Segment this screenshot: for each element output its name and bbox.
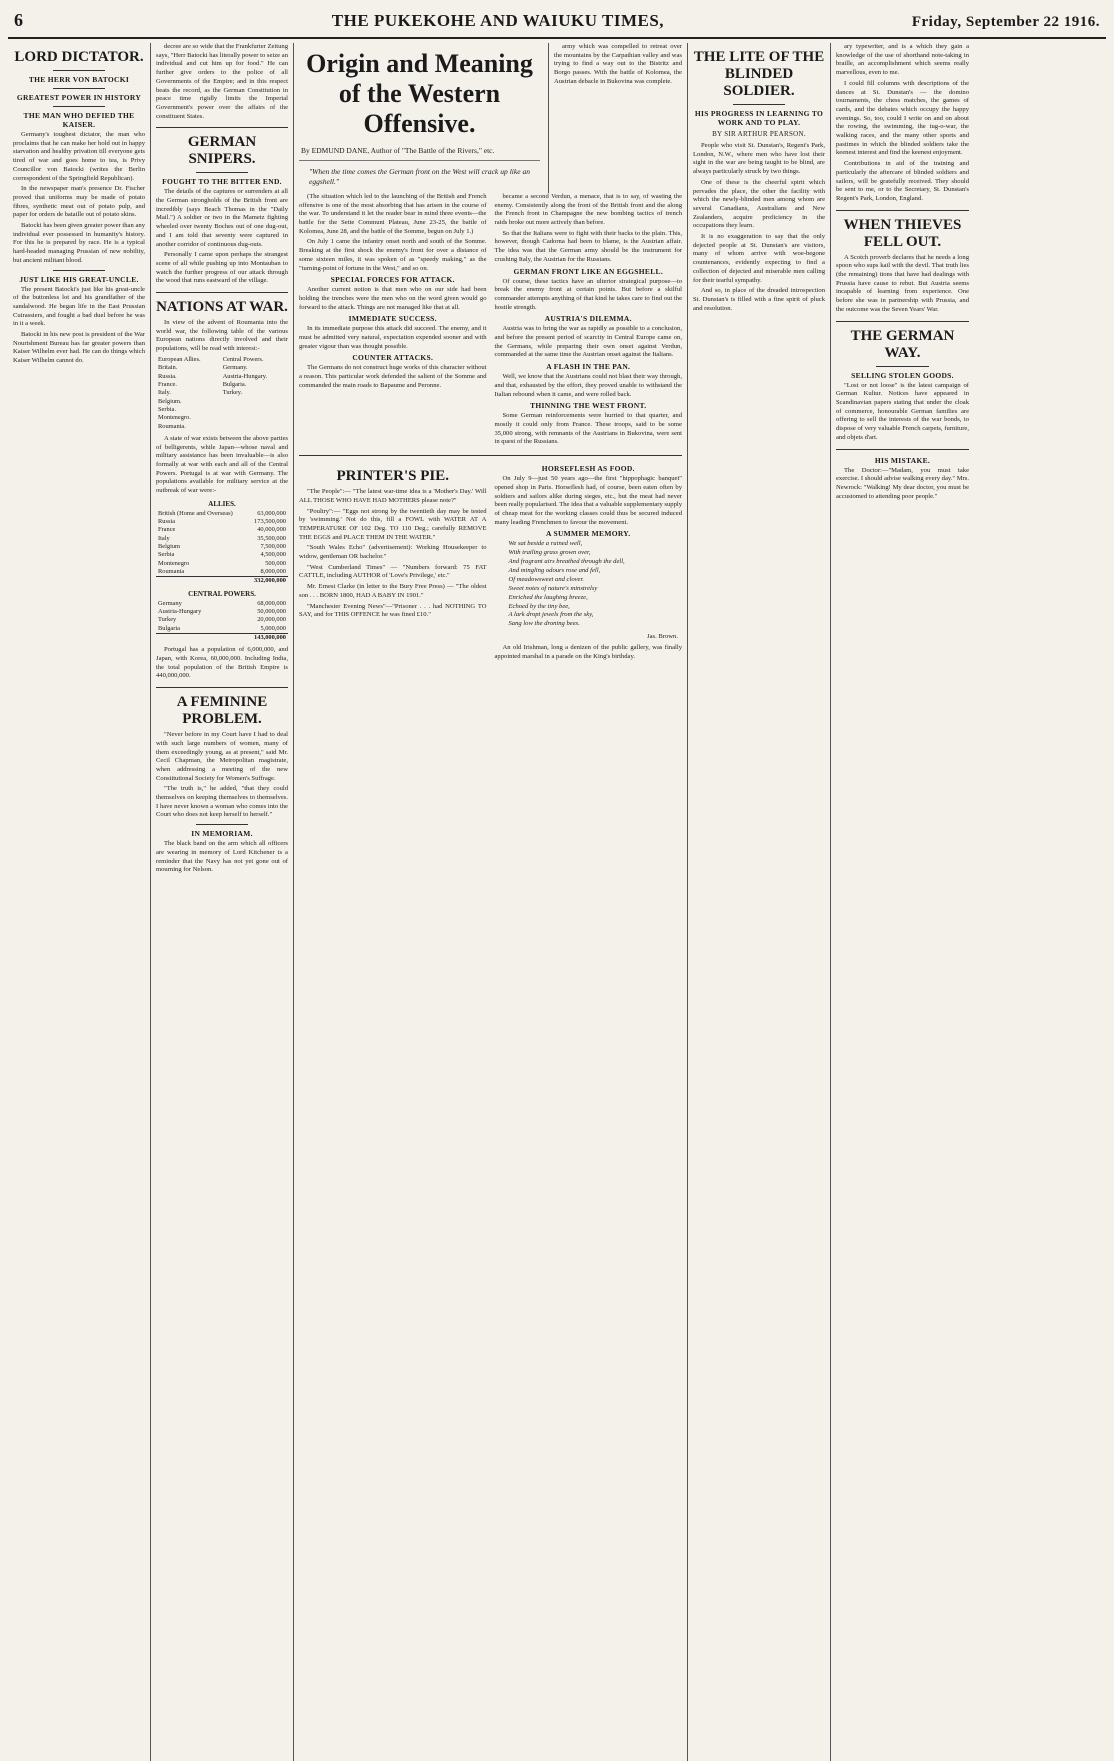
table-row bbox=[156, 551, 288, 559]
table-row bbox=[156, 600, 288, 608]
masthead bbox=[8, 6, 1106, 39]
article-paragraph: Contributions in aid of the training and particularly the aftercare of blinded soldiers and sailors, will be gratefully received. They should be sent to me, or to the Secretary, St. Dunstan's Regent's Park, London, England. bbox=[836, 160, 969, 202]
table-cell: 143,000,000 bbox=[231, 634, 288, 643]
feature-left bbox=[299, 193, 487, 449]
article-paragraph: The Doctor:—"Madam, you must take exercise. I should advise walking every day." Mrs. Newrock: "Walking! My dear doctor, you must be accustomed to attending poor people." bbox=[836, 466, 970, 500]
table-cell: Turkey. bbox=[222, 389, 243, 397]
article-paragraph: Another current notion is that men who on our side had been holding the trenches were the men who on the word given would go forward to the attack. Things are not managed like that at all. bbox=[299, 286, 487, 311]
poem-line: And mingling odours rose and fell, bbox=[508, 566, 601, 574]
article-paragraph: "Never before in my Court have I had to deal with such large numbers of women, many of them exceedingly young, as at present," said Mr. Cecil Chapman, the Metropolitan magistrate, when addressing a meeting of the new Constitutional Society for Women's Suffrage. bbox=[156, 731, 288, 782]
article-paragraph: Germany's toughest dictator, the man who proclaims that he can make her hold out in happy starvation and healthy privation till everyone gets tired of war and goes home to tea, is Privy Councillor von Batocki (writes the Berlin correspondent of the Springfield Republican). bbox=[13, 131, 145, 182]
article-paragraph: Austria was to bring the war as rapidly as possible to a conclusion, and before the present period of scarcity in Central Europe came on, the Germans, while preparing their own onset against Verdun, commanded at the same time the Austrian onset against the Italians. bbox=[494, 325, 682, 359]
table-row bbox=[156, 560, 288, 568]
article-paragraph: (The situation which led to the launching of the British and French offensive is one of the most absorbing that has arisen in the course of the war. To understand it let the reader bear in mind three events—the battle for the Sette Communi Plateau, June 23-25, the battle of Kolomea, June 28, and the battle of the Somme, begun on July 1.) bbox=[299, 192, 487, 235]
blinded-soldier-subhead: HIS PROGRESS IN LEARNING TO WORK AND TO PLAY. bbox=[694, 109, 824, 127]
poem bbox=[509, 540, 683, 629]
eggshell-subhead: GERMAN FRONT LIKE AN EGGSHELL. bbox=[513, 266, 663, 276]
article-paragraph: And so, in place of the dreaded introspection St. Dunstan's is filled with a fine spirit of pluck and resolution. bbox=[693, 287, 825, 312]
table-total-row bbox=[156, 577, 288, 586]
feature-heading-block bbox=[299, 43, 540, 193]
poem-line: We sat beside a ruined well, bbox=[508, 540, 583, 548]
table-cell: 173,500,000 bbox=[254, 518, 286, 526]
article-paragraph: "Lost or not loose" is the latest campaign of German Kultur. Notices have appeared in Scandinavian papers stating that under the cloak of commerce, honourable German families are offering to sell the interests of the war bonds, to dispose of very valuable French carpets, furniture, and objets d'art. bbox=[836, 381, 969, 441]
table-cell: Russia. bbox=[158, 372, 177, 380]
article-paragraph: People who visit St. Dunstan's, Regent's Park, London, N.W., where men who have lost their sight in the war are being taught to be blind, are always particularly struck by two things. bbox=[693, 142, 825, 176]
table-row bbox=[156, 526, 288, 534]
origin-meaning-headline: Origin and Meaning of the Western Offensive. bbox=[306, 49, 533, 138]
poem-line: Of meadowsweet and clover. bbox=[508, 575, 584, 583]
feminine-problem-headline: A FEMININE PROBLEM. bbox=[176, 694, 268, 728]
table-cell: France. bbox=[158, 380, 177, 388]
table-cell: 500,000 bbox=[265, 559, 286, 567]
printers-pie-block bbox=[299, 462, 487, 664]
divider bbox=[876, 366, 929, 367]
central-population-table bbox=[156, 600, 288, 643]
table-header: Central Powers. bbox=[222, 355, 264, 363]
article-paragraph: A Scotch proverb declares that he needs a long spoon who sups kail with the devil. That truth lies (the remaining) tions that have had dealings with Prussia have cause to rebut. But Austria seems incapable of learning from experience. One before she was in partnership with Prussia, and the outcome was the Seven Years' War. bbox=[836, 253, 969, 313]
column-6 bbox=[831, 43, 974, 1761]
table-cell: Serbia. bbox=[158, 405, 176, 413]
divider bbox=[53, 88, 106, 89]
article-paragraph: decree are so wide that the Frankfurter Zeitung says, "Herr Batocki has literally power to seize an individual and cut him up for food." He can further give orders to the police of all Governments of the Empire; and in this respect beats the record, as the German Constitution in peace time rigidly limits the Imperial Government's power over the affairs of the constituent States. bbox=[156, 43, 288, 120]
austria-dilemma-subhead: AUSTRIA'S DILEMMA. bbox=[544, 314, 632, 324]
thinning-west-front-subhead: THINNING THE WEST FRONT. bbox=[530, 401, 647, 411]
divider bbox=[53, 70, 106, 71]
table-cell: Germany bbox=[158, 599, 182, 607]
table-cell: 20,000,000 bbox=[257, 616, 286, 624]
table-row bbox=[156, 608, 288, 616]
article-paragraph: An old Irishman, long a denizen of the public gallery, was finally appointed marshal in a parade on the King's birthday. bbox=[494, 644, 682, 660]
article-paragraph: A state of war exists between the above parties of belligerents, while Japan—whose naval and military assistance has been invaluable—is also formally at war with each and all of the Central Powers. Portugal is at war with Germany. The populations available for military service at the outbreak of war were:- bbox=[156, 434, 288, 495]
article-paragraph: army which was compelled to retreat over the mountains by the Carpathian valley and was trying to find a way out to the Bistritz and Borgo passes. With the battle of Kolomea, the Austrian debacle in Bukovina was complete. bbox=[554, 43, 682, 85]
divider bbox=[733, 104, 786, 105]
table-cell: Belgium bbox=[158, 543, 181, 551]
column-1 bbox=[8, 43, 151, 1761]
german-snipers-subhead: FOUGHT TO THE BITTER END. bbox=[162, 177, 282, 187]
table-cell: Austria-Hungary. bbox=[222, 372, 268, 380]
divider bbox=[196, 172, 249, 173]
table-cell: Austria-Hungary bbox=[158, 608, 202, 616]
article-paragraph: Personally I came upon perhaps the strangest scene of all while pushing up into Montauban to watch the further progress of our attack through the wood that runs eastward of the village. bbox=[156, 251, 288, 285]
table-row bbox=[156, 568, 288, 577]
article-paragraph: I could fill columns with descriptions of the dances at St. Dunstan's — the domino tournaments, the chess matches, the games of cards, and the debates which occupy the happy evenings. So, too, could I write on and on about the rowing, the swimming, the tug-o-war, the walking races, and the many other sports and pastimes in which the blinded soldiers take the keenest interest and find the keenest enjoyment. bbox=[836, 79, 969, 157]
columns bbox=[8, 43, 1106, 1761]
article-paragraph: One of these is the cheerful spirit which pervades the place, the other the facility with which the newly-blinded men among whom are several Canadians, Australians and New Zealanders, acquire proficiency in the occupations they learn. bbox=[693, 178, 825, 230]
blinded-soldier-headline: THE LITE OF THE BLINDED SOLDIER. bbox=[693, 49, 825, 99]
article-paragraph: In the newspaper man's presence Dr. Fischer proved that uniforms may be made of potato fibres, synthetic meat out of potato pulp, and paper for orders de bataille out of potato skins. bbox=[13, 185, 145, 219]
divider bbox=[156, 687, 288, 688]
article-paragraph: The details of the captures or surrenders at all the German strongholds of the British front are incredibly (says Beach Thomas in the "Daily Mail.") A soldier or two in the Mametz fighting wheeled over twenty Boches out of one dug-out, and I am told that seventy were captured in another corridor of continuous dug-outs. bbox=[156, 188, 288, 248]
summer-memory-headline: A SUMMER MEMORY. bbox=[546, 529, 631, 539]
poem-line: Sweet notes of nature's minstrelsy bbox=[508, 584, 598, 592]
table-row bbox=[156, 535, 288, 543]
table-cell: Britain. bbox=[158, 364, 178, 372]
his-mistake-headline: HIS MISTAKE. bbox=[874, 455, 931, 465]
divider bbox=[836, 210, 969, 211]
column-2 bbox=[151, 43, 294, 1761]
divider bbox=[836, 449, 969, 450]
article-paragraph: It is no exaggeration to say that the only dejected people at St. Dunstan's are visitors, many of whom arrive with woe-begone countenances, evidently expecting to find a collection of dejected and miserable men calling for their tearful sympathy. bbox=[693, 233, 825, 284]
article-paragraph: ary typewriter, and is a which they gain a knowledge of the use of shorthand note-taking in braille, an accomplishment which seems really marvellous, even to me. bbox=[836, 43, 969, 77]
lord-dictator-headline: LORD DICTATOR. bbox=[14, 49, 144, 65]
table-cell: Roumania bbox=[158, 568, 185, 576]
feature-bottom bbox=[299, 462, 682, 664]
horseflesh-headline: HORSEFLESH AS FOOD. bbox=[541, 464, 635, 474]
lord-dictator-subhead-3: THE MAN WHO DEFIED THE KAISER. bbox=[23, 111, 135, 129]
central-powers-label: CENTRAL POWERS. bbox=[188, 589, 256, 598]
table-cell: 68,000,000 bbox=[257, 599, 286, 607]
table-cell: 35,500,000 bbox=[257, 534, 286, 542]
table-row bbox=[156, 616, 288, 624]
table-cell: Italy. bbox=[158, 389, 171, 397]
article-paragraph: In view of the advent of Roumania into the world war, the following table of the various European nations directly involved and their populations, will be read with interest:- bbox=[156, 319, 288, 353]
thieves-fell-out-headline: WHEN THIEVES FELL OUT. bbox=[843, 216, 962, 250]
article-paragraph: Well, we know that the Austrians could not blast their way through, and that, exhausted by the effort, they proved unable to withstand the Italian rebound when it came, and were rolled back. bbox=[494, 373, 682, 398]
origin-meaning-byline: By EDMUND DANE, Author of "The Battle of the Rivers," etc. bbox=[299, 143, 540, 161]
table-cell: Belgium. bbox=[158, 397, 182, 405]
table-cell: 332,000,000 bbox=[247, 577, 288, 586]
article-paragraph: So that the Italians were to fight with their backs to the plain. This, however, though Cadorna had been to blame, is the Austrian affair. The idea was that the German army should be the instrument for crushing Italy, the Austrian for the Russians. bbox=[494, 229, 682, 263]
article-paragraph: The Germans do not construct huge works of this character without a reason. This particular work defended the salient of the Somme and commanded the main roads to Bapaume and Peronne. bbox=[299, 364, 487, 389]
poem-line: Enriched the laughing breeze, bbox=[508, 593, 588, 601]
divider bbox=[196, 824, 249, 825]
table-cell: Italy bbox=[158, 534, 170, 542]
poem-line: Sang low the droning bees. bbox=[508, 620, 580, 628]
column-5 bbox=[688, 43, 831, 1761]
divider bbox=[156, 127, 288, 128]
table-row bbox=[156, 625, 288, 634]
lord-dictator-subhead-1: THE HERR VON BATOCKI bbox=[28, 75, 130, 84]
belligerents-table bbox=[156, 356, 288, 431]
blinded-soldier-byline: BY SIR ARTHUR PEARSON. bbox=[712, 130, 806, 138]
nations-at-war-headline: NATIONS AT WAR. bbox=[156, 299, 288, 316]
flash-in-pan-subhead: A FLASH IN THE PAN. bbox=[546, 362, 631, 372]
special-forces-subhead: SPECIAL FORCES FOR ATTACK. bbox=[330, 275, 455, 285]
memoriam-headline: IN MEMORIAM. bbox=[191, 829, 253, 839]
pie-item: "South Wales Echo" (advertisement): Working Housekeeper to widow, gentleman OR bachelor." bbox=[299, 544, 487, 561]
table-cell: Bulgaria bbox=[158, 624, 181, 632]
printers-pie-headline: PRINTER'S PIE. bbox=[336, 468, 450, 485]
allies-population-table bbox=[156, 510, 288, 586]
table-cell: Germany. bbox=[222, 364, 248, 372]
table-cell: British (Home and Overseas) bbox=[158, 509, 233, 517]
pie-item: Mr. Ernest Clarke (in letter to the Bury Free Press) — "The oldest son . . . BORN 1800, HAD A BABY IN 1901." bbox=[299, 583, 487, 599]
german-way-headline: THE GERMAN WAY. bbox=[850, 327, 955, 361]
pie-item: "Manchester Evening News"—"Prisoner . . . had NOTHING TO SAY, and for THIS OFFENCE he was fined £10." bbox=[299, 602, 487, 619]
allies-label: ALLIES. bbox=[208, 499, 236, 508]
table-cell: Montenegro bbox=[158, 559, 190, 567]
article-paragraph: The present Batocki's just like his great-uncle of the buttonless lot and his grandfather of the sandalwood. He began life in the East Prussian Cuirassiers, and fought a bad duel before he was in it a week. bbox=[13, 285, 145, 328]
divider bbox=[836, 321, 969, 322]
table-cell: Serbia bbox=[158, 551, 175, 559]
table-cell: 40,000,000 bbox=[257, 526, 286, 534]
article-paragraph: Of course, these tactics have an ulterior strategical purpose—to break the enemy front at certain points. But before a skilful commander attempts anything of that kind he takes care to find out the hostile strength. bbox=[494, 277, 682, 311]
divider bbox=[156, 292, 288, 293]
divider bbox=[53, 106, 106, 107]
pie-item: "West Cumberland Times" — "Numbers forward: 75 FAT CATTLE, including AUTHOR of 'Love's Privilege,' etc." bbox=[299, 563, 487, 580]
poem-line: With trailing grass grown over, bbox=[508, 549, 591, 557]
article-paragraph: Batocki has been given greater power than any individual ever possessed in humanity's history. For this he is prepared by race. He is a typical hard-headed managing Prussian of new nobility, but ancient militant blood. bbox=[13, 222, 145, 264]
newspaper-title: THE PUKEKOHE AND WAIUKU TIMES, bbox=[331, 11, 665, 30]
divider bbox=[53, 270, 106, 271]
lord-dictator-subhead-2: GREATEST POWER IN HISTORY bbox=[16, 93, 142, 102]
table-cell: Russia bbox=[158, 518, 176, 526]
counter-attacks-subhead: COUNTER ATTACKS. bbox=[352, 353, 434, 363]
divider bbox=[299, 455, 682, 456]
pie-item: "The People":— "The latest war-time idea is a 'Mother's Day.' Will ALL THOSE WHO HAVE HAD MOTHERS please note?" bbox=[299, 488, 487, 504]
article-paragraph: became a second Verdun, a menace, that is to say, of wasting the enemy. Consistently along the front of the British front and the along the French front in Champagne the new bombing tactics of trench raids broke out more actively than before. bbox=[494, 192, 682, 227]
horseflesh-memory-block bbox=[495, 462, 683, 664]
article-paragraph: On July 1 came the infantry onset north and south of the Somme. Breaking at the first shock the enemy's front for over a distance of some sixteen miles, it was spoken of as "speedy making," as the "turning-point of fortune in the West," and so on. bbox=[299, 238, 487, 272]
table-cell: Bulgaria. bbox=[222, 380, 247, 388]
feature-top bbox=[299, 43, 682, 193]
column-3-4-feature bbox=[294, 43, 688, 1761]
article-paragraph: Portugal has a population of 6,000,000, and Japan, with Korea, 60,000,000. Including India, the total population of the British Empire is 440,000,000. bbox=[156, 646, 288, 680]
german-snipers-headline: GERMAN SNIPERS. bbox=[187, 134, 257, 168]
article-paragraph: Batocki in his new post is president of the War Nourishment Bureau has far greater powers than Kaiser Wilhelm ever had. He can do things which Kaiser Wilhelm cannot do. bbox=[13, 331, 145, 365]
article-paragraph: On July 9—just 50 years ago—the first "hippophagic banquet" opened shop in Paris. Horseflesh had, of course, been eaten often by soldiers and sailors alike during sieges, etc., but the meat had never been really popularised. The idea that a valuable supplementary supply of cheap meat for the working classes could thus be secured induced many leading Frenchmen to favour the movement. bbox=[494, 475, 682, 526]
table-cell: Montenegro. bbox=[158, 414, 191, 422]
great-uncle-headline: JUST LIKE HIS GREAT-UNCLE. bbox=[19, 274, 139, 284]
article-paragraph: The black band on the arm which all officers are wearing in memory of Lord Kitchener is a reminder that the Navy has not yet gone out of mourning for Nelson. bbox=[156, 840, 288, 874]
table-cell: France bbox=[158, 526, 176, 534]
poem-line: Echoed by the tiny bee, bbox=[508, 602, 570, 610]
poem-line: And fragrant airs breathed through the dell, bbox=[508, 558, 625, 566]
poem-line: A lark dropt jewels from the sky, bbox=[508, 611, 594, 619]
feature-side-column bbox=[548, 43, 682, 193]
table-row bbox=[156, 543, 288, 551]
page-number: 6 bbox=[14, 10, 23, 30]
table-cell: 8,000,000 bbox=[260, 568, 286, 576]
poem-author: Jas. Brown. bbox=[647, 633, 678, 641]
table-cell: Turkey bbox=[158, 616, 177, 624]
table-header: European Allies. bbox=[158, 355, 201, 363]
table-row bbox=[156, 510, 288, 518]
table-cell: 5,000,000 bbox=[260, 624, 286, 632]
table-cell: 63,000,000 bbox=[257, 509, 286, 517]
issue-date: Friday, September 22 1916. bbox=[911, 14, 1100, 30]
table-total-row bbox=[156, 634, 288, 643]
table-cell: Roumania. bbox=[158, 422, 186, 430]
pie-item: "Poultry":— "Eggs not strong by the twentieth day may be tested by 'swimming.' Not do this, fill a FOWL with WATER AT A TEMPERATURE OF 102 Deg. TO 110 Deg.; carefully REMOVE THE EGGS and PLACE THEM IN THE WATER." bbox=[299, 507, 487, 541]
origin-meaning-quote: "When the time comes the German front on the West will crack up like an eggshell." bbox=[309, 166, 530, 186]
feature-body bbox=[299, 193, 682, 449]
article-paragraph: Some German reinforcements were hurried to that quarter, and mostly it could only from France. These troops, said to be some 35,000 strong, with remnants of the Austrians in Bukovina, were sent in quest of the Russians. bbox=[494, 412, 682, 446]
article-paragraph: In its immediate purpose this attack did succeed. The enemy, and it must be admitted very natural, expectation expended sooner and with greater vigour than was thought possible. bbox=[299, 325, 487, 350]
immediate-success-subhead: IMMEDIATE SUCCESS. bbox=[348, 314, 437, 324]
feature-right bbox=[495, 193, 683, 449]
table-row bbox=[156, 518, 288, 526]
article-paragraph: "The truth is," he added, "that they could themselves on keeping themselves to themselves. I have never known a woman who comes into the Court who does not keep herself to herself." bbox=[156, 785, 288, 819]
table-cell: 4,500,000 bbox=[260, 551, 286, 559]
table-cell: 7,500,000 bbox=[260, 543, 286, 551]
german-way-subhead: SELLING STOLEN GOODS. bbox=[851, 370, 954, 380]
table-cell: 50,000,000 bbox=[257, 608, 286, 616]
